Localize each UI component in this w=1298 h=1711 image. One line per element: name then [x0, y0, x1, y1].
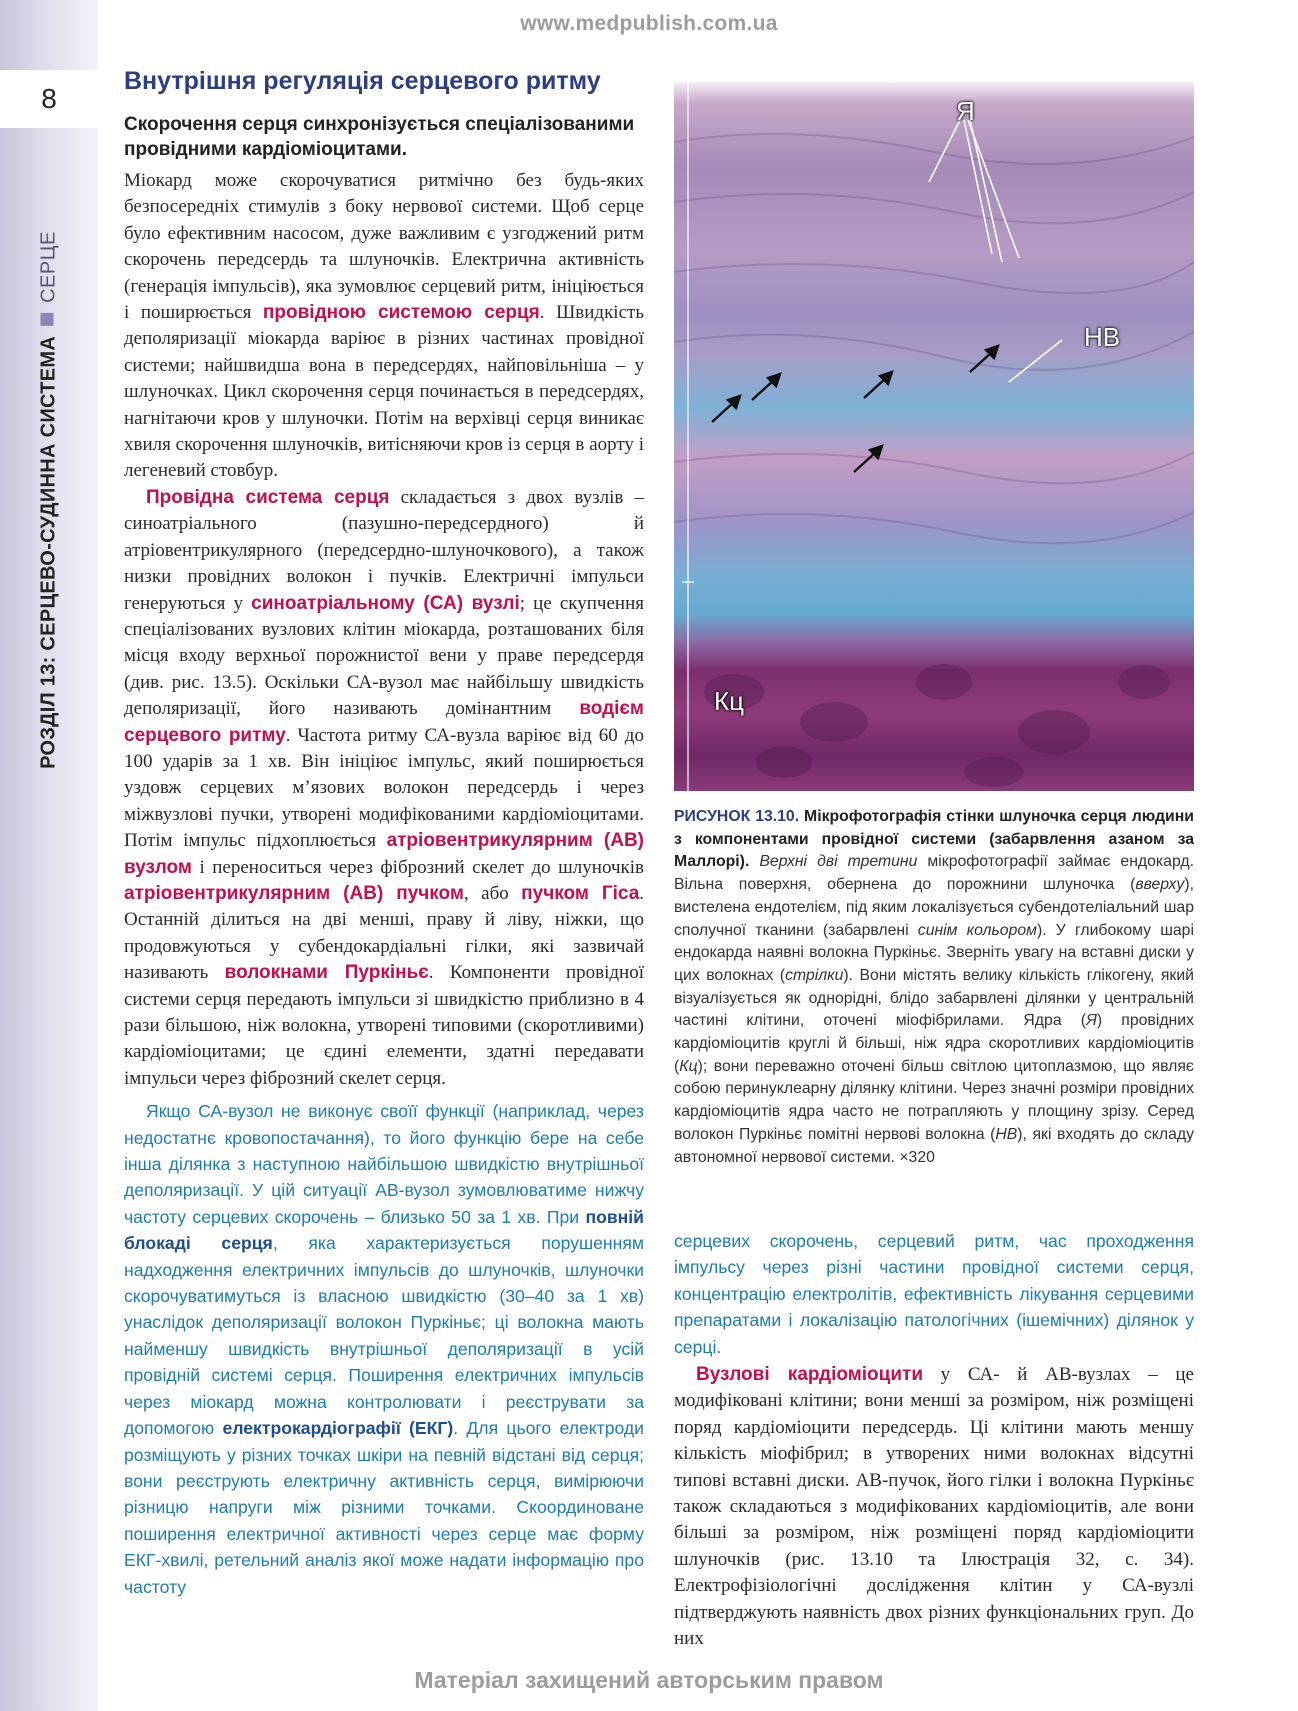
text: мікрофотографії займає ендокард. Вільна поверхня, обернена до порожнини шлуночка (: [674, 853, 1194, 894]
nucleus-pointers: [929, 120, 1062, 382]
text: , яка характеризується порушенням надходження електричних імпульсів до шлуночків, шлуночки скорочуватимуться із власною швидкістю (30–40 за 1 хв) унаслідок деполяризації волокон Пуркіньє; ці волокна мають найменшу швидкість внутрішньої деполяризації в усій провідній системі серця. Поширення електричних імпульсів через міокард можна контролювати і реєструвати за допомогою: [124, 1233, 644, 1439]
micrograph-figure: [674, 82, 1194, 791]
text: ) провідних кардіоміоцитів круглі й більші, ніж ядра скоротливих кардіоміоцитів (: [674, 1012, 1194, 1075]
left-column: [124, 64, 644, 1600]
text: ), які входять до складу автономної нервової системи. ×320: [674, 1125, 1194, 1166]
emphasis: Кц: [679, 1057, 698, 1075]
micrograph-overlay: [674, 82, 1194, 791]
text: ), вистелена ендотелієм, під яким локалізується субендотеліальний шар сполучної тканини (забарвлені: [674, 876, 1194, 939]
emphasis: Верхні дві третини: [749, 853, 918, 871]
text: ); вони переважно оточені більш світлою цитоплазмою, що являє собою перинуклеарну ділянку клітини. Через значні розміри провідних кардіоміоцитів ядра часто не потрапляють у площину зрізу. Серед волокон Пуркіньє помітні нервові волокна (: [674, 1057, 1194, 1143]
emphasis: синім кольором: [917, 921, 1037, 939]
emphasis: Я: [1086, 1012, 1097, 1030]
emphasis: НВ: [995, 1125, 1018, 1143]
term-highlight: атріовентрикулярним (АВ) вузлом: [124, 830, 644, 878]
square-bullet-icon: [41, 313, 54, 326]
section-title: РОЗДІЛ 13: СЕРЦЕВО-СУДИННА СИСТЕМА: [37, 335, 60, 769]
copyright-footer: Матеріал захищений авторським правом: [414, 1667, 884, 1693]
text: складається з двох вузлів – синоатріального (пазушно-передсердного) й атріовентрикулярного (передсердно-шлуночкового), а також низки провідних волокон і пучків. Електричні імпульси генеруються у: [124, 486, 644, 614]
label-nerve-fibers: НВ: [1084, 322, 1121, 352]
text: ). У глибокому шарі ендокарда наявні волокна Пуркіньє. Зверніть увагу на вставні диски у цих волокнах (: [674, 921, 1194, 984]
site-url: www.medpublish.com.ua: [520, 12, 778, 35]
text: Міокард може скорочуватися ритмічно без будь-яких безпосередніх стимулів з боку нервової системи. Щоб серце було ефективним насосом, дуже важливим є узгоджений ритм скорочень передсердь та шлуночків. Електрична активність (генерація імпульсів), яка зумовлює серцевий ритм, ініціюється і поширюється: [124, 170, 644, 324]
subsection-title: СЕРЦЕ: [37, 231, 60, 303]
text: у СА- й АВ-вузлах – це модифіковані клітини; вони менші за розміром, ніж розміщені поряд кардіоміоцити передсердь. Ці клітини мають меншу кількість міофібрил; в утворених ними волокнах відсутні типові вставні диски. АВ-пучок, його гілки і волокна Пуркіньє також складаються з модифікованих кардіоміоцитів, але вони більші за розміром, ніж розміщені поряд кардіоміоцити шлуночків (рис. 13.10 та Ілюстрація 32, с. 34). Електрофізіологічні дослідження клітин у СА-вузлі підтверджують наявність двох різних функціональних груп. До них: [674, 1364, 1194, 1650]
figure-number: РИСУНОК 13.10.: [674, 808, 800, 825]
clinical-note: [124, 1098, 644, 1600]
page-number: 8: [0, 70, 98, 128]
text: ; це скупчення спеціалізованих вузлових клітин міокарда, розташованих біля місця входу верхньої порожнистої вени у праве передсердя (див. рис. 13.5). Оскільки СА-вузол має найбільшу швидкість деполяризації, його називають домінантним: [124, 592, 644, 720]
text: . Швидкість деполяризації міокарда варіює в різних частинах провідної системи; найшвидша вона в передсердях, найповільніша – у шлуночках. Цикл скорочення серця починається в передсердях, нагнітаючи кров у шлуночки. Потім на верхівці серця виникає хвиля скорочення шлуночків, витісняючи кров із серця в аорту і легеневий стовбур.: [124, 302, 644, 482]
label-nuclei: Я: [956, 96, 975, 126]
emphasis: вверху: [1135, 876, 1185, 894]
text: ). Вони містять велику кількість глікогену, який візуалізується як однорідні, блідо забарвлені ділянки у центральній частині клітини, оточені міофібрилами. Ядра (: [674, 966, 1194, 1030]
scale-bracket: [682, 82, 694, 791]
emphasis: стрілки: [785, 966, 844, 984]
term-highlight: пучком Гіса: [521, 882, 640, 904]
text: , або: [463, 882, 522, 904]
intercalated-disc-arrows: [712, 346, 998, 472]
term-highlight: атріовентрикулярним (АВ) пучком: [124, 882, 464, 904]
term-highlight: повній блокаді серця: [124, 1206, 644, 1254]
clinical-note-continued: серцевих скорочень, серцевий ритм, час проходження імпульсу через різні частини провідної системи серця, концентрацію електролітів, ефективність лікування серцевими препаратами і локалізацію патологічних (ішемічних) ділянок у серці.: [674, 1231, 1194, 1357]
paragraph-2: [124, 485, 644, 1092]
term-highlight: синоатріальному (СА) вузлі: [251, 592, 520, 614]
term-highlight: волокнами Пуркіньє: [224, 962, 429, 984]
subheading: Скорочення серця синхронізується спеціалізованими провідними кардіоміоцитами.: [124, 114, 635, 160]
term-highlight: провідною системою серця: [262, 302, 540, 324]
term-highlight: Провідна система серця: [146, 486, 390, 508]
term-highlight: Вузлові кардіоміоцити: [696, 1364, 923, 1386]
term-highlight: електрокардіографії (ЕКГ): [222, 1418, 454, 1439]
section-label: [38, 231, 61, 769]
figure-caption: [674, 806, 1194, 1169]
sidebar: [0, 0, 98, 1711]
label-contractile-cells: Кц: [714, 686, 745, 716]
term-highlight: водієм серцевого ритму: [124, 698, 644, 746]
text: Якщо СА-вузол не виконує своїї функції (наприклад, через недостатнє кровопостачання), то його функцію бере на себе інша ділянка з наступною найбільшою швидкістю внутрішньої деполяризації. У цій ситуації АВ-вузол зумовлюватиме нижчу частоту серцевих скорочень – близько 50 за 1 хв. При: [124, 1101, 644, 1227]
text: . Для цього електроди розміщують у різних точках шкіри на певній відстані від серця; вони реєструють електричну активність серця, вимірюючи різницю напруги між різними точками. Скоординоване поширення електричної активності через серце має форму ЕКГ-хвилі, ретельний аналіз якої може надати інформацію про частоту: [124, 1418, 644, 1597]
figure-title: Мікрофотографія стінки шлуночка серця людини з компонентами провідної системи (забарвлення азаном за Маллорі).: [674, 808, 1194, 871]
text: і переноситься через фіброзний скелет до шлуночків: [191, 856, 644, 878]
paragraph-1: [124, 168, 644, 485]
text: . Частота ритму СА-вузла варіює від 60 до 100 ударів за 1 хв. Він ініціює імпульс, який поширюється уздовж серцевих м’язових волокон передсердь і через міжвузлові пучки, утворені модифікованими кардіоміоцитами. Потім імпульс підхоплюється: [124, 724, 644, 852]
text: . Останній ділиться на дві менші, праву й ліву, ніжки, що продовжуються у субендокардіальні гілки, які зазвичай називають: [124, 882, 645, 984]
text: . Компоненти провідної системи серця передають імпульси зі швидкістю приблизно в 4 рази більшою, ніж волокна, утворені типовими (скоротливими) кардіоміоцитами; це єдині елементи, здатні передавати імпульси через фіброзний скелет серця.: [124, 962, 644, 1089]
right-column: [674, 1228, 1194, 1653]
paragraph-nodal: [674, 1362, 1194, 1652]
section-heading: Внутрішня регуляція серцевого ритму: [124, 67, 601, 95]
